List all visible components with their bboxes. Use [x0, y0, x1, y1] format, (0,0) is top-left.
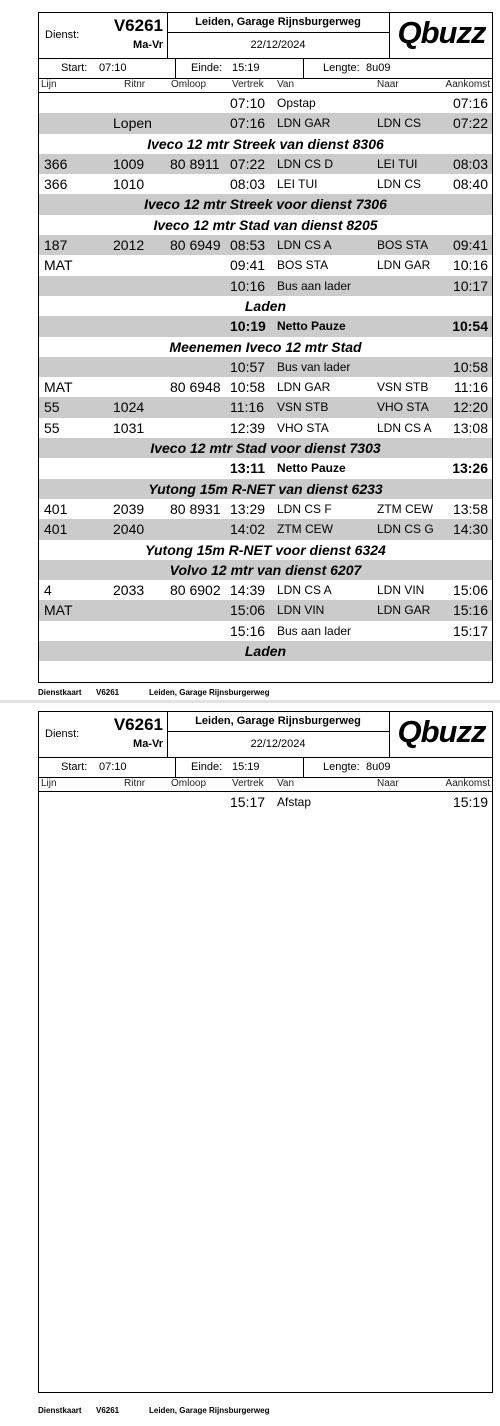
vertrek-cell: 15:17 — [230, 794, 266, 810]
trip-row — [39, 621, 492, 641]
omloop-cell: 80 6948 — [170, 379, 221, 396]
omloop-cell: 80 8911 — [170, 155, 220, 172]
van-cell: LDN GAR — [277, 116, 331, 131]
lijn-cell: 401 — [44, 500, 68, 517]
omloop-cell: 80 6949 — [170, 237, 221, 254]
card-header — [39, 13, 492, 59]
footer-location: Leiden, Garage Rijnsburgerweg — [149, 688, 270, 697]
dienst-code: V6261 — [113, 16, 163, 35]
van-cell: Afstap — [277, 795, 312, 809]
omloop-cell: 80 6902 — [170, 582, 221, 599]
end-value: 15:19 — [232, 62, 260, 74]
naar-cell: LDN GAR — [377, 258, 431, 273]
naar-cell: LDN CS A — [377, 420, 432, 435]
divider — [175, 59, 176, 78]
length-label: Lengte: — [323, 62, 360, 74]
start-label: Start: — [61, 62, 88, 74]
pause-label: Netto Pauze — [277, 319, 346, 334]
aankomst-cell: 13:08 — [452, 419, 488, 436]
aankomst-cell: 09:41 — [452, 237, 488, 254]
lijn-cell: 4 — [44, 582, 52, 599]
van-cell: Bus aan lader — [277, 623, 352, 638]
van-cell: LDN CS A — [277, 238, 332, 253]
start-value: 07:10 — [99, 761, 127, 773]
section-title-row — [39, 134, 492, 154]
vertrek-cell: 07:16 — [230, 115, 266, 132]
van-cell: LDN CS F — [277, 501, 332, 516]
brand-cell — [389, 712, 494, 757]
naar-cell: BOS STA — [377, 238, 429, 253]
section-title-row — [39, 194, 492, 214]
section-title-row — [39, 540, 492, 560]
col-lijn: Lijn — [41, 79, 57, 90]
trip-row — [39, 235, 492, 255]
card-date: 22/12/2024 — [250, 39, 306, 51]
times-bar — [39, 758, 492, 778]
vertrek-cell: 08:53 — [230, 237, 266, 254]
pause-row — [39, 316, 492, 336]
section-title: Meenemen Iveco 12 mtr Stad — [169, 338, 362, 355]
van-cell: VHO STA — [277, 420, 329, 435]
duty-card — [38, 711, 493, 1393]
lijn-cell: 366 — [44, 155, 68, 172]
aankomst-cell: 10:54 — [452, 318, 488, 335]
end-label: Einde: — [191, 62, 223, 74]
column-header — [39, 778, 492, 792]
ritnr-cell: 2033 — [113, 582, 145, 599]
location-cell — [167, 712, 390, 757]
vertrek-cell: 09:41 — [230, 257, 266, 274]
van-cell: Opstap — [277, 96, 316, 110]
lijn-cell: 401 — [44, 521, 68, 538]
trip-row — [39, 93, 492, 113]
ritnr-cell: 1031 — [113, 419, 145, 436]
vertrek-cell: 11:16 — [230, 399, 264, 416]
ritnr-cell: 1009 — [113, 155, 145, 172]
ritnr-cell: 2012 — [113, 237, 145, 254]
divider — [303, 758, 304, 777]
lijn-cell: 187 — [44, 237, 68, 254]
col-aankomst: Aankomst — [445, 778, 490, 789]
section-title-row — [39, 560, 492, 580]
col-ritnr: Ritnr — [124, 778, 146, 789]
section-title-row — [39, 479, 492, 499]
trip-row — [39, 377, 492, 397]
aankomst-cell: 13:58 — [452, 500, 488, 517]
aankomst-cell: 08:03 — [452, 155, 488, 172]
col-vertrek: Vertrek — [232, 79, 264, 90]
ritnr-cell: 1010 — [113, 176, 145, 193]
van-cell: Bus aan lader — [277, 278, 352, 293]
vertrek-cell: 10:58 — [230, 379, 266, 396]
trip-row — [39, 580, 492, 600]
dienst-cell — [39, 712, 168, 757]
van-cell: BOS STA — [277, 258, 329, 273]
naar-cell: LDN VIN — [377, 583, 425, 598]
trip-row — [39, 418, 492, 438]
col-omloop: Omloop — [171, 79, 207, 90]
brand-cell — [389, 13, 494, 58]
aankomst-cell: 14:30 — [452, 521, 488, 538]
van-cell: LDN VIN — [277, 603, 325, 618]
trip-row — [39, 276, 492, 296]
trip-row — [39, 154, 492, 174]
aankomst-cell: 07:16 — [452, 95, 488, 111]
section-title-row — [39, 337, 492, 357]
footer-location: Leiden, Garage Rijnsburgerweg — [149, 1406, 270, 1415]
lijn-cell: 55 — [44, 419, 60, 436]
col-lijn: Lijn — [41, 778, 57, 789]
dienst-cell — [39, 13, 168, 58]
dienstkaart-page-1 — [0, 0, 500, 700]
section-title-row — [39, 296, 492, 316]
vertrek-cell: 08:03 — [230, 176, 266, 193]
lijn-cell: 55 — [44, 399, 60, 416]
trip-row — [39, 792, 492, 812]
ritnr-cell: Lopen — [113, 115, 152, 132]
aankomst-cell: 10:58 — [452, 358, 488, 375]
start-value: 07:10 — [99, 62, 127, 74]
trip-row — [39, 499, 492, 519]
section-title: Iveco 12 mtr Stad voor dienst 7303 — [150, 440, 381, 457]
end-value: 15:19 — [232, 761, 260, 773]
section-title-row — [39, 438, 492, 458]
van-cell: LDN CS D — [277, 156, 334, 171]
aankomst-cell: 13:26 — [452, 460, 488, 477]
naar-cell: ZTM CEW — [377, 501, 433, 516]
length-value: 8u09 — [366, 62, 391, 74]
trip-row — [39, 113, 492, 133]
footer-code: V6261 — [96, 688, 120, 697]
ritnr-cell: 2039 — [113, 500, 145, 517]
section-title-row — [39, 215, 492, 235]
divider — [175, 758, 176, 777]
col-naar: Naar — [377, 79, 399, 90]
dienst-code: V6261 — [113, 715, 163, 734]
footer-label: Dienstkaart — [38, 688, 82, 697]
lijn-cell: MAT — [44, 379, 73, 396]
van-cell: LDN CS A — [277, 583, 332, 598]
card-header — [39, 712, 492, 758]
end-label: Einde: — [191, 761, 223, 773]
naar-cell: LDN GAR — [377, 603, 431, 618]
qbuzz-logo: Qbuzz — [397, 15, 486, 50]
van-cell: LDN GAR — [277, 380, 331, 395]
naar-cell: LEI TUI — [377, 156, 418, 171]
van-cell: LEI TUI — [277, 177, 318, 192]
section-title: Iveco 12 mtr Streek voor dienst 7306 — [144, 196, 387, 213]
vertrek-cell: 10:19 — [230, 318, 266, 335]
section-title-row — [39, 641, 492, 661]
times-bar — [39, 59, 492, 79]
garage-location: Leiden, Garage Rijnsburgerweg — [167, 712, 389, 732]
vertrek-cell: 14:39 — [230, 582, 266, 599]
aankomst-cell: 15:19 — [452, 794, 488, 810]
aankomst-cell: 08:40 — [452, 176, 488, 193]
dienst-label: Dienst: — [45, 728, 80, 740]
vertrek-cell: 12:39 — [230, 419, 266, 436]
ritnr-cell: 2040 — [113, 521, 145, 538]
aankomst-cell: 15:16 — [452, 602, 488, 619]
trip-row — [39, 255, 492, 275]
trip-row — [39, 397, 492, 417]
aankomst-cell: 10:17 — [452, 277, 488, 294]
aankomst-cell: 07:22 — [452, 115, 488, 132]
divider — [303, 59, 304, 78]
dienst-days: Ma-Vr — [133, 39, 163, 51]
naar-cell: LDN CS G — [377, 522, 434, 537]
col-van: Van — [277, 79, 295, 90]
col-ritnr: Ritnr — [124, 79, 146, 90]
garage-location: Leiden, Garage Rijnsburgerweg — [167, 13, 389, 33]
van-cell: Bus van lader — [277, 359, 351, 374]
duty-rows — [39, 93, 492, 661]
van-cell: VSN STB — [277, 400, 329, 415]
lijn-cell: MAT — [44, 602, 73, 619]
start-label: Start: — [61, 761, 88, 773]
trip-row — [39, 174, 492, 194]
pause-row — [39, 458, 492, 478]
pause-label: Netto Pauze — [277, 461, 346, 476]
lijn-cell: 366 — [44, 176, 68, 193]
trip-row — [39, 357, 492, 377]
vertrek-cell: 07:22 — [230, 155, 266, 172]
omloop-cell: 80 8931 — [170, 500, 221, 517]
location-cell — [167, 13, 390, 58]
col-naar: Naar — [377, 778, 399, 789]
length-value: 8u09 — [366, 761, 391, 773]
section-title: Yutong 15m R-NET van dienst 6233 — [148, 480, 383, 497]
vertrek-cell: 10:57 — [230, 358, 266, 375]
length-label: Lengte: — [323, 761, 360, 773]
dienst-days: Ma-Vr — [133, 738, 163, 750]
naar-cell: LDN CS — [377, 177, 422, 192]
vertrek-cell: 15:16 — [230, 622, 266, 639]
section-title: Volvo 12 mtr van dienst 6207 — [169, 561, 362, 578]
vertrek-cell: 15:06 — [230, 602, 266, 619]
aankomst-cell: 15:06 — [452, 582, 488, 599]
aankomst-cell: 10:16 — [452, 257, 488, 274]
vertrek-cell: 14:02 — [230, 521, 266, 538]
section-title: Iveco 12 mtr Stad van dienst 8205 — [153, 216, 378, 233]
section-title: Iveco 12 mtr Streek van dienst 8306 — [147, 135, 384, 152]
lijn-cell: MAT — [44, 257, 73, 274]
section-title: Laden — [244, 643, 287, 660]
aankomst-cell: 15:17 — [452, 622, 488, 639]
naar-cell: LDN CS — [377, 116, 422, 131]
col-aankomst: Aankomst — [445, 79, 490, 90]
duty-card — [38, 12, 493, 683]
col-vertrek: Vertrek — [232, 778, 264, 789]
van-cell: ZTM CEW — [277, 522, 333, 537]
vertrek-cell: 10:16 — [230, 277, 266, 294]
naar-cell: VSN STB — [377, 380, 429, 395]
naar-cell: VHO STA — [377, 400, 429, 415]
col-omloop: Omloop — [171, 778, 207, 789]
dienstkaart-page-2 — [0, 703, 500, 1426]
section-title: Yutong 15m R-NET voor dienst 6324 — [145, 541, 386, 558]
footer-label: Dienstkaart — [38, 1406, 82, 1415]
vertrek-cell: 13:11 — [230, 460, 266, 477]
col-van: Van — [277, 778, 295, 789]
section-title: Laden — [244, 297, 287, 314]
aankomst-cell: 11:16 — [454, 379, 488, 396]
vertrek-cell: 07:10 — [230, 95, 266, 111]
footer-code: V6261 — [96, 1406, 120, 1415]
column-header — [39, 79, 492, 93]
trip-row — [39, 519, 492, 539]
vertrek-cell: 13:29 — [230, 500, 266, 517]
ritnr-cell: 1024 — [113, 399, 145, 416]
dienst-label: Dienst: — [45, 29, 80, 41]
trip-row — [39, 600, 492, 620]
aankomst-cell: 12:20 — [452, 399, 488, 416]
card-date: 22/12/2024 — [250, 738, 306, 750]
duty-rows — [39, 792, 492, 812]
qbuzz-logo: Qbuzz — [397, 714, 486, 749]
